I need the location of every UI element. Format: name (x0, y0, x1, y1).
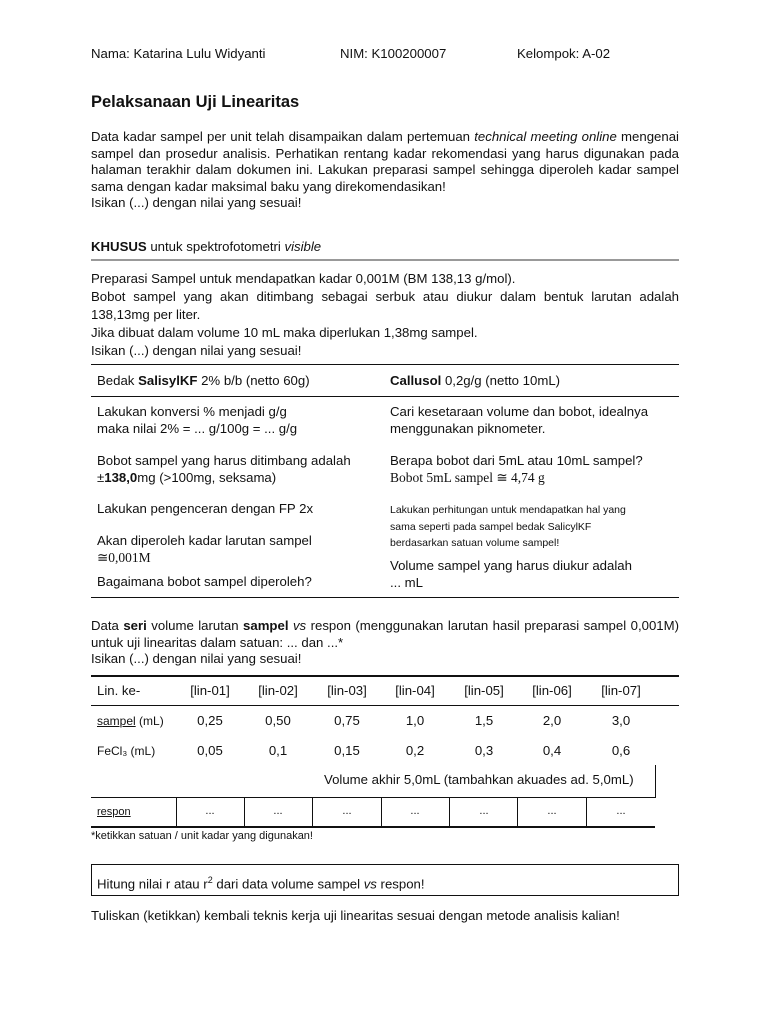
callusol-header-bold: Callusol (390, 373, 442, 388)
callusol-step-2b: Bobot 5mL sampel ≅ 4,74 g (390, 469, 545, 485)
hitung-t1: Hitung nilai r atau r (97, 876, 208, 892)
intro-paragraph (91, 129, 679, 212)
sampel-value: 3,0 (611, 713, 631, 728)
sampel-row-label (97, 713, 164, 730)
respon-cell-divider (517, 797, 518, 827)
callusol-step-1b: menggunakan piknometer. (390, 420, 546, 436)
bedak-header (97, 373, 310, 390)
fecl-row-label: FeCl₃ (mL) (97, 744, 156, 758)
bedak-step-1 (97, 404, 297, 437)
fecl-value: 0,1 (268, 743, 288, 758)
intro-instruction: Isikan (...) dengan nilai yang sesuai! (91, 195, 302, 210)
respon-cell-divider (586, 797, 587, 827)
respon-label (97, 804, 131, 821)
respon-value-cell[interactable]: ... (616, 805, 626, 817)
hitung-sup: 2 (207, 875, 213, 885)
bedak-header-post: 2% b/b (netto 60g) (197, 373, 310, 388)
callusol-step-4a: Volume sampel yang harus diukur adalah (390, 558, 632, 573)
fecl-value: 0,2 (405, 743, 425, 758)
preparasi-line-3: Jika dibuat dalam volume 10 mL maka diperlukan 1,38mg sampel. (91, 325, 478, 340)
bedak-step-5: Bagaimana bobot sampel diperoleh? (97, 574, 312, 589)
bedak-step-2 (97, 453, 351, 486)
preparasi-section (91, 270, 679, 360)
callusol-step-3b: sama seperti pada sampel bedak SalicylKF (390, 520, 592, 533)
section-divider (91, 259, 679, 261)
respon-cell-divider (449, 797, 450, 827)
fecl-value: 0,3 (474, 743, 494, 758)
intro-text-b: mengenai sampel dan prosedur analisis. Perhatikan rentang kadar rekomendasi yang harus digunakan pada halaman terakhir dalam dokumen ini. Lakukan preparasi sampel sehingga diperoleh kadar sampel sama dengan kadar maksimal baku yang direkomendasikan! (91, 129, 679, 194)
respon-value-cell[interactable]: ... (342, 805, 352, 817)
preparasi-line-2: Bobot sampel yang akan ditimbang sebagai serbuk atau diukur dalam bentuk larutan adalah 138,13mg per liter. (91, 289, 679, 322)
seri-t2: volume larutan (146, 618, 244, 633)
student-nim: NIM: K100200007 (340, 46, 447, 61)
khusus-bold: KHUSUS (91, 239, 147, 254)
callusol-step-1 (390, 404, 648, 437)
seri-t4: respon (menggunakan larutan hasil preparasi sampel 0,001M) untuk uji linearitas dalam satuan: ... dan ...* (91, 618, 679, 650)
callusol-step-2a: Berapa bobot dari 5mL atau 10mL sampel? (390, 453, 643, 468)
seri-b1: seri (123, 618, 147, 633)
respon-cell-divider (312, 797, 313, 827)
respon-cell-divider (381, 797, 382, 827)
lin-column-header: [lin-06] (532, 683, 572, 698)
bedak-header-bold: SalisylKF (138, 373, 198, 388)
lin-column-header: [lin-05] (464, 683, 504, 698)
sampel-value: 1,0 (405, 713, 425, 728)
callusol-header-post: 0,2g/g (netto 10mL) (441, 373, 561, 388)
seri-instruction: Isikan (...) dengan nilai yang sesuai! (91, 651, 302, 666)
table1-bottom-border (91, 597, 679, 598)
bedak-header-pre: Bedak (97, 373, 139, 388)
callusol-step-4 (390, 558, 632, 591)
hitung-t3: respon! (376, 876, 425, 892)
fecl-value: 0,15 (334, 743, 360, 758)
lin-column-header: [lin-02] (258, 683, 298, 698)
intro-italic: technical meeting online (474, 129, 617, 144)
seri-b2: sampel (243, 618, 289, 633)
bedak-step-2a: Bobot sampel yang harus ditimbang adalah (97, 453, 351, 468)
table2-header-border (91, 705, 679, 706)
lin-column-header: [lin-07] (601, 683, 641, 698)
bedak-step-4a: Akan diperoleh kadar larutan sampel (97, 533, 312, 548)
lin-header-label: Lin. ke- (97, 683, 141, 698)
respon-value-cell[interactable]: ... (410, 805, 420, 817)
bedak-step-1a: Lakukan konversi % menjadi g/g (97, 404, 287, 419)
sampel-label-underlined: sampel (97, 714, 136, 728)
hitung-i: vs (363, 876, 377, 892)
sampel-value: 1,5 (474, 713, 494, 728)
table1-header-border (91, 396, 679, 397)
bedak-step-2b-bold: 138,0 (104, 469, 138, 485)
bedak-step-4 (97, 533, 312, 566)
preparasi-line-1: Preparasi Sampel untuk mendapatkan kadar 0,001M (BM 138,13 g/mol). (91, 271, 516, 286)
hitung-t2: dari data volume sampel (212, 876, 364, 892)
respon-value-cell[interactable]: ... (205, 805, 215, 817)
table2-top-border (91, 675, 679, 677)
callusol-header (390, 373, 560, 390)
lin-column-header: [lin-04] (395, 683, 435, 698)
seri-i1: vs (292, 618, 307, 633)
respon-value-cell[interactable]: ... (273, 805, 283, 817)
footnote: *ketikkan satuan / unit kadar yang digunakan! (91, 830, 313, 842)
respon-cell-divider (244, 797, 245, 827)
fecl-value: 0,05 (197, 743, 223, 758)
lin-column-header: [lin-01] (190, 683, 230, 698)
bedak-step-4b: ≅0,001M (97, 549, 151, 565)
respon-value-cell[interactable]: ... (479, 805, 489, 817)
respon-label-text: respon (97, 806, 131, 818)
respon-value-cell[interactable]: ... (547, 805, 557, 817)
closing-instruction: Tuliskan (ketikkan) kembali teknis kerja uji linearitas sesuai dengan metode analisis kalian! (91, 908, 620, 923)
hitung-instruction (97, 872, 425, 893)
khusus-heading (91, 239, 321, 254)
group-number: Kelompok: A-02 (517, 46, 611, 61)
callusol-step-1a: Cari kesetaraan volume dan bobot, idealnya (390, 404, 649, 419)
volume-akhir-text: Volume akhir 5,0mL (tambahkan akuades ad. 5,0mL) (324, 772, 634, 787)
sampel-label-unit: (mL) (135, 714, 164, 728)
intro-text-a: Data kadar sampel per unit telah disampaikan dalam pertemuan (91, 129, 475, 144)
sampel-value: 2,0 (542, 713, 562, 728)
seri-t1: Data (91, 618, 124, 633)
callusol-step-4b: ... mL (390, 574, 423, 590)
preparasi-line-4: Isikan (...) dengan nilai yang sesuai! (91, 343, 302, 358)
respon-cell-divider (176, 797, 177, 827)
seri-paragraph (91, 618, 679, 668)
callusol-step-3a: Lakukan perhitungan untuk mendapatkan hal yang (390, 504, 626, 516)
page-title: Pelaksanaan Uji Linearitas (91, 93, 300, 111)
sampel-value: 0,75 (334, 713, 360, 728)
bedak-step-3: Lakukan pengenceran dengan FP 2x (97, 501, 314, 516)
sampel-value: 0,25 (197, 713, 223, 728)
fecl-value: 0,6 (611, 743, 631, 758)
khusus-italic: visible (284, 239, 322, 254)
fecl-value: 0,4 (542, 743, 562, 758)
bedak-step-1b: maka nilai 2% = ... g/100g = ... g/g (97, 420, 298, 436)
bedak-step-2b-pre: ± (97, 469, 105, 485)
bedak-step-2b-post: mg (>100mg, seksama) (137, 469, 277, 485)
sampel-value: 0,50 (265, 713, 291, 728)
lin-column-header: [lin-03] (327, 683, 367, 698)
callusol-step-3 (390, 502, 626, 552)
student-name: Nama: Katarina Lulu Widyanti (91, 46, 266, 61)
khusus-text: untuk spektrofotometri (146, 239, 285, 254)
callusol-step-2 (390, 453, 643, 486)
table1-top-border (91, 364, 679, 365)
callusol-step-3c: berdasarkan satuan volume sampel! (390, 537, 560, 549)
